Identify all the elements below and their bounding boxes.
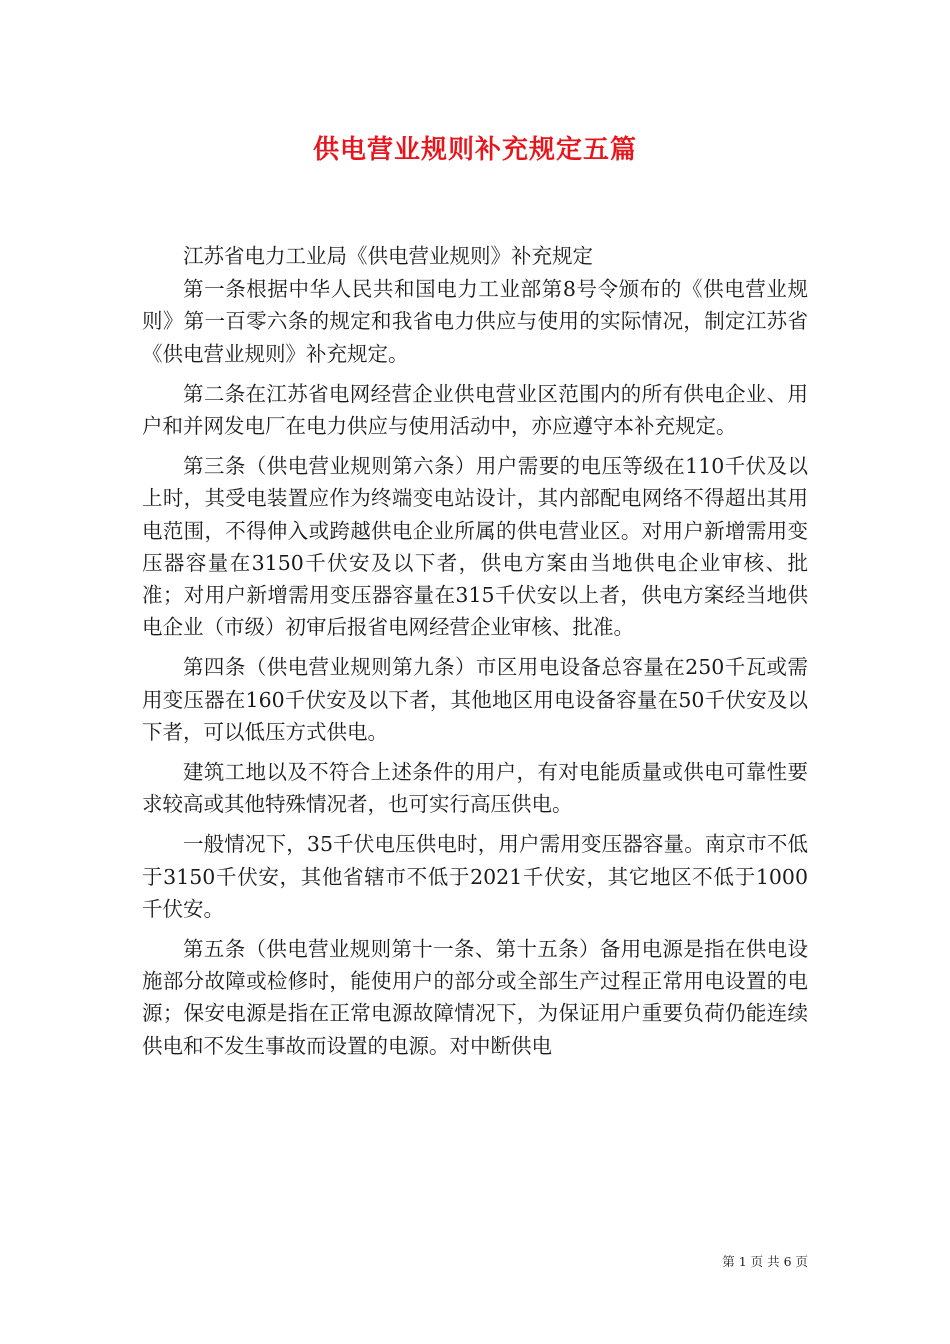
paragraph-article-3: 第三条（供电营业规则第六条）用户需要的电压等级在110千伏及以上时，其受电装置应作为终端变电站设计，其内部配电网络不得超出其用电范围，不得伸入或跨越供电企业所属的供电营业区。对用户新增需用变压器容量在3150千伏安及以下者，供电方案由当地供电企业审核、批准；对用户新增需用变压器容量在315千伏安以上者，供电方案经当地供电企业（市级）初审后报省电网经营企业审核、批准。 (142, 454, 808, 640)
page-number: 第 1 页 共 6 页 (722, 1254, 808, 1269)
paragraph-article-2: 第二条在江苏省电网经营企业供电营业区范围内的所有供电企业、用户和并网发电厂在电力供应与使用活动中，亦应遵守本补充规定。 (142, 381, 808, 439)
document-body (142, 240, 808, 1062)
paragraph-article-1: 第一条根据中华人民共和国电力工业部第8号令颁布的《供电营业规则》第一百零六条的规定和我省电力供应与使用的实际情况，制定江苏省《供电营业规则》补充规定。 (142, 277, 808, 366)
document-title: 供电营业规则补充规定五篇 (312, 135, 637, 165)
paragraph-article-5: 第五条（供电营业规则第十一条、第十五条）备用电源是指在供电设施部分故障或检修时，能使用户的部分或全部生产过程正常用电设置的电源；保安电源是指在正常电源故障情况下，为保证用户重要负荷仍能连续供电和不发生事故而设置的电源。对中断供电 (142, 937, 808, 1058)
paragraph-construction-sites: 建筑工地以及不符合上述条件的用户，有对电能质量或供电可靠性要求较高或其他特殊情况者，也可实行高压供电。 (142, 760, 808, 817)
paragraph-article-4: 第四条（供电营业规则第九条）市区用电设备总容量在250千瓦或需用变压器在160千伏安及以下者，其他地区用电设备容量在50千伏安及以下者，可以低压方式供电。 (142, 655, 808, 744)
paragraph-heading: 江苏省电力工业局《供电营业规则》补充规定 (183, 244, 593, 268)
paragraph-general-case: 一般情况下，35千伏电压供电时，用户需用变压器容量。南京市不低于3150千伏安，其他省辖市不低于2021千伏安，其它地区不低于1000千伏安。 (142, 832, 808, 921)
